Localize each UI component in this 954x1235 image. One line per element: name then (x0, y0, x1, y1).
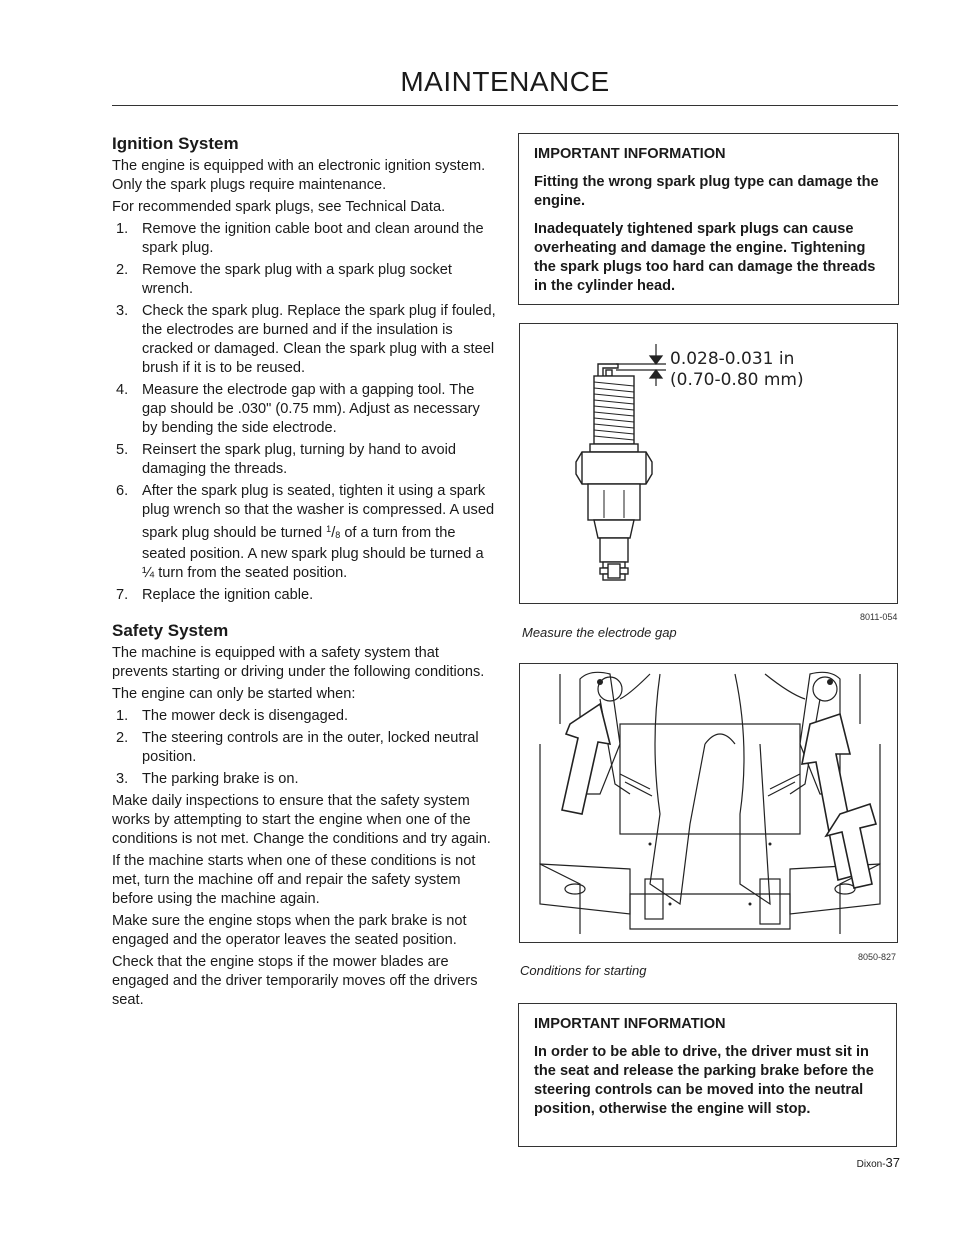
safety-conditions (112, 707, 497, 789)
safety-paragraph: Make daily inspections to ensure that the safety system works by attempting to start the engine when one of the conditions is not met. Change the conditions and try again. (112, 793, 491, 847)
safety-section (112, 621, 497, 1010)
list-item: 2. The steering controls are in the outer, locked neutral position. (116, 730, 479, 765)
info-box-heading: IMPORTANT INFORMATION (534, 146, 726, 162)
safety-intro: The machine is equipped with a safety system that prevents starting or driving under the following conditions. (112, 645, 485, 680)
spark-plug-illustration (520, 324, 898, 604)
title-divider (112, 105, 898, 106)
important-info-box (518, 133, 899, 305)
info-box-heading: IMPORTANT INFORMATION (534, 1016, 726, 1032)
figure-code: 8050-827 (858, 952, 897, 962)
safety-paragraph: Make sure the engine stops when the park brake is not engaged and the operator leaves the seated position. (112, 913, 467, 948)
safety-heading: Safety System (112, 621, 229, 640)
list-item: 5. Reinsert the spark plug, turning by hand to avoid damaging the threads. (116, 442, 456, 477)
operator-controls-illustration (520, 664, 898, 943)
info-box-text: Fitting the wrong spark plug type can damage the engine. (534, 174, 879, 209)
list-item: 1. The mower deck is disengaged. (116, 708, 349, 724)
info-box-text: Inadequately tightened spark plugs can cause overheating and damage the engine. Tightening the spark plugs too hard can damage the threads in the cylinder head. (534, 221, 876, 294)
ignition-intro: The engine is equipped with an electronic ignition system. Only the spark plugs require maintenance. (112, 158, 486, 193)
figure-code: 8011-054 (860, 612, 898, 622)
list-item: 3. The parking brake is on. (116, 771, 299, 787)
list-item: 1. Remove the ignition cable boot and clean around the spark plug. (116, 221, 484, 256)
gap-mm-label: (0.70-0.80 mm) (670, 370, 804, 390)
page-footer (820, 1155, 900, 1170)
gap-inches-label: 0.028-0.031 in (670, 349, 795, 369)
safety-paragraph: Check that the engine stops if the mower blades are engaged and the driver temporarily moves off the drivers seat. (112, 954, 478, 1008)
page-title: MAINTENANCE (400, 66, 610, 97)
safety-lead: The engine can only be started when: (112, 686, 356, 702)
list-item: 4. Measure the electrode gap with a gapping tool. The gap should be .030" (0.75 mm). Adjust as necessary by bending the side electrode. (116, 382, 480, 436)
page-number: 37 (885, 1155, 900, 1170)
ignition-reference: For recommended spark plugs, see Technical Data. (112, 199, 446, 215)
ignition-steps (112, 220, 497, 605)
figure-caption: Conditions for starting (520, 963, 647, 978)
info-box-text: In order to be able to drive, the driver must sit in the seat and release the parking brake before the steering controls can be moved into the neutral position, otherwise the engine will stop. (534, 1044, 874, 1117)
footer-brand: Dixon- (856, 1159, 886, 1170)
safety-paragraph: If the machine starts when one of these conditions is not met, turn the machine off and repair the safety system before using the machine again. (112, 853, 476, 907)
list-item: 3. Check the spark plug. Replace the spark plug if fouled, the electrodes are burned and if the insulation is cracked or damaged. Clean the spark plug with a steel brush if it is to be reused. (116, 303, 496, 376)
starting-conditions-figure (519, 663, 898, 943)
list-item: 7. Replace the ignition cable. (116, 587, 314, 603)
ignition-heading: Ignition System (112, 134, 239, 153)
list-item: 6. After the spark plug is seated, tighten it using a spark plug wrench so that the washer is compressed. A used spark plug should be turned $^1/_8$ of a turn from the seated position. A new spark plug should be turned a ¼ turn from the seated position. (116, 483, 495, 581)
spark-plug-figure (519, 323, 898, 604)
left-column (112, 134, 497, 1013)
figure-caption: Measure the electrode gap (522, 625, 677, 640)
important-info-box (518, 1003, 897, 1147)
list-item: 2. Remove the spark plug with a spark plug socket wrench. (116, 262, 452, 297)
